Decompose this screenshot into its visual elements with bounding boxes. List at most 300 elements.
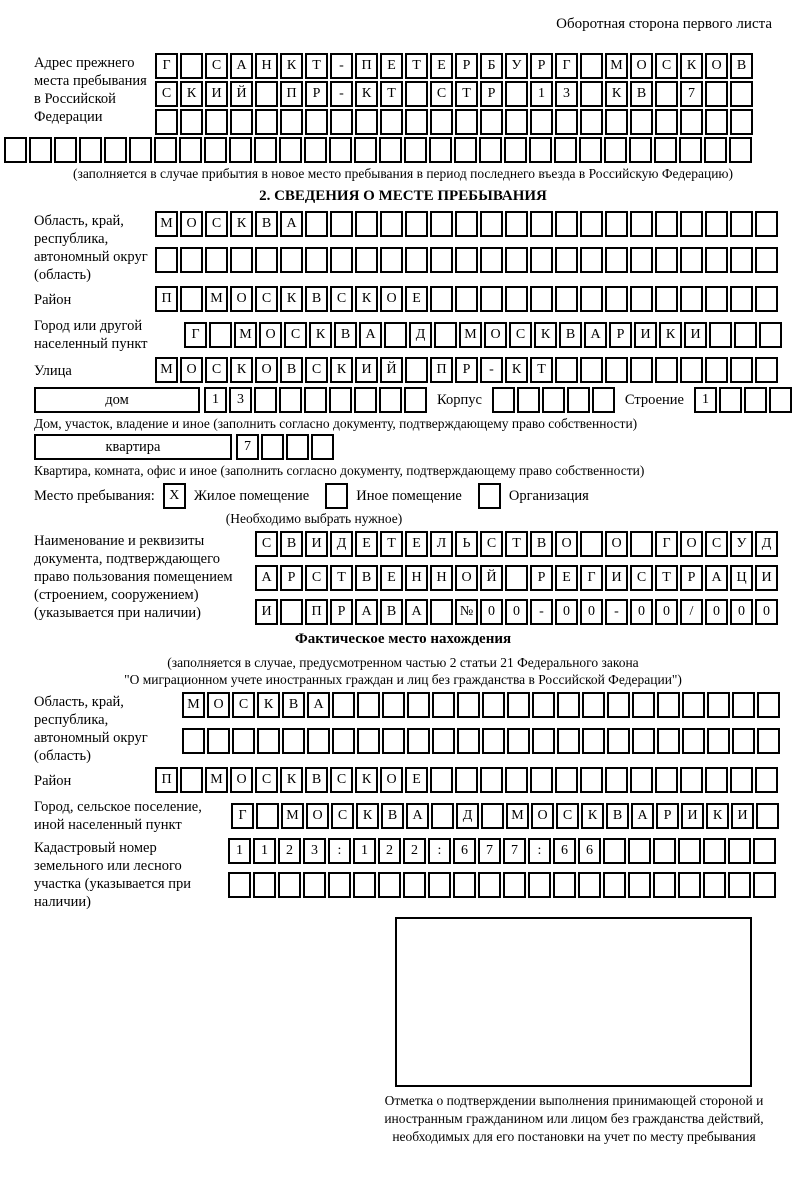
char-cell[interactable] [555, 211, 578, 237]
char-cell[interactable] [530, 767, 553, 793]
char-cell[interactable] [330, 109, 353, 135]
char-cell[interactable]: С [480, 531, 503, 557]
char-cell[interactable]: С [705, 531, 728, 557]
char-cell[interactable]: С [430, 81, 453, 107]
char-cell[interactable] [655, 211, 678, 237]
char-cell[interactable] [704, 137, 727, 163]
char-cell[interactable]: В [630, 81, 653, 107]
char-cell[interactable]: А [631, 803, 654, 829]
char-cell[interactable] [492, 387, 515, 413]
char-cell[interactable]: П [305, 599, 328, 625]
char-cell[interactable]: - [480, 357, 503, 383]
char-cell[interactable] [679, 137, 702, 163]
char-cell[interactable]: Т [455, 81, 478, 107]
stay-type-checkbox-organization[interactable] [478, 483, 501, 509]
char-cell[interactable]: Е [405, 531, 428, 557]
char-cell[interactable] [255, 81, 278, 107]
char-cell[interactable] [505, 81, 528, 107]
char-cell[interactable]: М [234, 322, 257, 348]
char-cell[interactable]: К [180, 81, 203, 107]
char-cell[interactable]: 6 [578, 838, 601, 864]
char-cell[interactable] [630, 211, 653, 237]
char-cell[interactable] [557, 728, 580, 754]
char-cell[interactable] [555, 109, 578, 135]
char-cell[interactable]: О [455, 565, 478, 591]
char-cell[interactable] [607, 692, 630, 718]
char-cell[interactable] [431, 803, 454, 829]
char-cell[interactable]: 7 [478, 838, 501, 864]
stay-type-checkbox-residential[interactable] [163, 483, 186, 509]
char-cell[interactable] [759, 322, 782, 348]
char-cell[interactable] [405, 109, 428, 135]
char-cell[interactable] [430, 767, 453, 793]
char-cell[interactable]: Р [530, 565, 553, 591]
char-cell[interactable]: Р [280, 565, 303, 591]
char-cell[interactable] [378, 872, 401, 898]
char-cell[interactable]: А [359, 322, 382, 348]
char-cell[interactable] [256, 803, 279, 829]
char-cell[interactable] [580, 53, 603, 79]
char-cell[interactable]: К [356, 803, 379, 829]
char-cell[interactable]: А [230, 53, 253, 79]
char-cell[interactable] [532, 728, 555, 754]
char-cell[interactable] [54, 137, 77, 163]
char-cell[interactable] [705, 357, 728, 383]
char-cell[interactable] [209, 322, 232, 348]
char-cell[interactable]: К [581, 803, 604, 829]
char-cell[interactable]: К [257, 692, 280, 718]
char-cell[interactable]: 1 [228, 838, 251, 864]
char-cell[interactable] [680, 357, 703, 383]
char-cell[interactable] [479, 137, 502, 163]
char-cell[interactable] [353, 872, 376, 898]
char-cell[interactable]: 2 [278, 838, 301, 864]
char-cell[interactable] [403, 872, 426, 898]
char-cell[interactable]: К [534, 322, 557, 348]
char-cell[interactable]: О [255, 357, 278, 383]
char-cell[interactable]: Д [409, 322, 432, 348]
char-cell[interactable] [555, 767, 578, 793]
char-cell[interactable]: 0 [480, 599, 503, 625]
char-cell[interactable] [379, 387, 402, 413]
char-cell[interactable] [655, 767, 678, 793]
char-cell[interactable]: О [705, 53, 728, 79]
char-cell[interactable] [305, 247, 328, 273]
char-cell[interactable]: И [634, 322, 657, 348]
char-cell[interactable] [454, 137, 477, 163]
char-cell[interactable]: Й [480, 565, 503, 591]
char-cell[interactable]: О [259, 322, 282, 348]
char-cell[interactable] [180, 286, 203, 312]
char-cell[interactable] [578, 872, 601, 898]
char-cell[interactable] [329, 137, 352, 163]
char-cell[interactable] [432, 692, 455, 718]
char-cell[interactable]: М [155, 211, 178, 237]
char-cell[interactable] [603, 872, 626, 898]
char-cell[interactable]: И [681, 803, 704, 829]
char-cell[interactable]: 0 [505, 599, 528, 625]
char-cell[interactable] [478, 483, 501, 509]
char-cell[interactable] [530, 109, 553, 135]
char-cell[interactable]: Е [555, 565, 578, 591]
char-cell[interactable] [532, 692, 555, 718]
char-cell[interactable]: 1 [204, 387, 227, 413]
char-cell[interactable]: - [530, 599, 553, 625]
char-cell[interactable] [430, 211, 453, 237]
char-cell[interactable]: М [281, 803, 304, 829]
char-cell[interactable] [305, 211, 328, 237]
char-cell[interactable] [457, 728, 480, 754]
char-cell[interactable]: 2 [378, 838, 401, 864]
char-cell[interactable]: Е [430, 53, 453, 79]
char-cell[interactable]: В [381, 803, 404, 829]
char-cell[interactable] [380, 247, 403, 273]
char-cell[interactable] [505, 767, 528, 793]
char-cell[interactable]: 3 [555, 81, 578, 107]
char-cell[interactable] [129, 137, 152, 163]
char-cell[interactable]: В [530, 531, 553, 557]
char-cell[interactable]: Р [656, 803, 679, 829]
char-cell[interactable]: К [309, 322, 332, 348]
char-cell[interactable] [734, 322, 757, 348]
char-cell[interactable]: К [355, 286, 378, 312]
char-cell[interactable]: Т [530, 357, 553, 383]
char-cell[interactable] [253, 872, 276, 898]
char-cell[interactable]: К [330, 357, 353, 383]
char-cell[interactable] [480, 211, 503, 237]
char-cell[interactable]: Д [330, 531, 353, 557]
char-cell[interactable]: 0 [705, 599, 728, 625]
char-cell[interactable] [555, 357, 578, 383]
char-cell[interactable]: А [705, 565, 728, 591]
char-cell[interactable]: В [730, 53, 753, 79]
char-cell[interactable] [429, 137, 452, 163]
char-cell[interactable] [603, 838, 626, 864]
char-cell[interactable]: Р [680, 565, 703, 591]
char-cell[interactable]: В [305, 767, 328, 793]
char-cell[interactable] [311, 434, 334, 460]
char-cell[interactable]: О [605, 531, 628, 557]
char-cell[interactable] [304, 387, 327, 413]
char-cell[interactable] [730, 109, 753, 135]
char-cell[interactable] [653, 838, 676, 864]
char-cell[interactable] [632, 728, 655, 754]
char-cell[interactable] [655, 357, 678, 383]
char-cell[interactable] [580, 767, 603, 793]
char-cell[interactable] [579, 137, 602, 163]
char-cell[interactable]: О [380, 767, 403, 793]
char-cell[interactable]: Г [655, 531, 678, 557]
char-cell[interactable]: № [455, 599, 478, 625]
char-cell[interactable] [180, 53, 203, 79]
char-cell[interactable]: Р [330, 599, 353, 625]
char-cell[interactable] [655, 109, 678, 135]
char-cell[interactable] [680, 211, 703, 237]
char-cell[interactable] [628, 872, 651, 898]
char-cell[interactable]: 7 [503, 838, 526, 864]
char-cell[interactable] [732, 728, 755, 754]
char-cell[interactable] [657, 692, 680, 718]
char-cell[interactable] [678, 872, 701, 898]
char-cell[interactable]: М [459, 322, 482, 348]
char-cell[interactable] [580, 81, 603, 107]
char-cell[interactable]: С [255, 286, 278, 312]
char-cell[interactable] [405, 211, 428, 237]
char-cell[interactable] [257, 728, 280, 754]
char-cell[interactable] [482, 728, 505, 754]
char-cell[interactable] [580, 109, 603, 135]
char-cell[interactable] [280, 247, 303, 273]
char-cell[interactable] [580, 357, 603, 383]
char-cell[interactable]: О [680, 531, 703, 557]
char-cell[interactable] [755, 286, 778, 312]
char-cell[interactable]: С [305, 565, 328, 591]
char-cell[interactable]: Д [456, 803, 479, 829]
char-cell[interactable]: Р [480, 81, 503, 107]
char-cell[interactable] [29, 137, 52, 163]
char-cell[interactable] [582, 728, 605, 754]
char-cell[interactable] [303, 872, 326, 898]
char-cell[interactable]: О [380, 286, 403, 312]
char-cell[interactable] [529, 137, 552, 163]
char-cell[interactable]: П [280, 81, 303, 107]
char-cell[interactable] [332, 728, 355, 754]
char-cell[interactable] [332, 692, 355, 718]
char-cell[interactable] [405, 357, 428, 383]
char-cell[interactable] [307, 728, 330, 754]
char-cell[interactable] [505, 211, 528, 237]
char-cell[interactable] [630, 247, 653, 273]
char-cell[interactable] [680, 767, 703, 793]
char-cell[interactable] [407, 692, 430, 718]
char-cell[interactable]: К [280, 767, 303, 793]
char-cell[interactable] [680, 109, 703, 135]
char-cell[interactable] [678, 838, 701, 864]
stay-type-checkbox-other[interactable] [325, 483, 348, 509]
char-cell[interactable] [554, 137, 577, 163]
char-cell[interactable] [482, 692, 505, 718]
char-cell[interactable] [155, 109, 178, 135]
char-cell[interactable]: / [680, 599, 703, 625]
char-cell[interactable] [379, 137, 402, 163]
char-cell[interactable]: В [282, 692, 305, 718]
char-cell[interactable]: С [655, 53, 678, 79]
char-cell[interactable] [703, 872, 726, 898]
char-cell[interactable] [630, 357, 653, 383]
char-cell[interactable] [480, 286, 503, 312]
char-cell[interactable] [730, 211, 753, 237]
char-cell[interactable]: С [630, 565, 653, 591]
char-cell[interactable]: К [230, 357, 253, 383]
char-cell[interactable] [279, 387, 302, 413]
char-cell[interactable]: С [330, 767, 353, 793]
char-cell[interactable]: Р [455, 53, 478, 79]
char-cell[interactable]: А [307, 692, 330, 718]
char-cell[interactable] [503, 872, 526, 898]
char-cell[interactable]: В [255, 211, 278, 237]
char-cell[interactable] [756, 803, 779, 829]
char-cell[interactable]: А [406, 803, 429, 829]
char-cell[interactable]: Г [155, 53, 178, 79]
char-cell[interactable] [4, 137, 27, 163]
char-cell[interactable]: 0 [580, 599, 603, 625]
char-cell[interactable]: 1 [530, 81, 553, 107]
char-cell[interactable]: О [230, 286, 253, 312]
char-cell[interactable] [357, 728, 380, 754]
char-cell[interactable]: В [280, 357, 303, 383]
char-cell[interactable]: А [255, 565, 278, 591]
char-cell[interactable] [592, 387, 615, 413]
char-cell[interactable]: Г [184, 322, 207, 348]
char-cell[interactable] [180, 767, 203, 793]
char-cell[interactable]: 6 [453, 838, 476, 864]
char-cell[interactable] [405, 81, 428, 107]
char-cell[interactable] [432, 728, 455, 754]
char-cell[interactable] [430, 599, 453, 625]
char-cell[interactable]: О [531, 803, 554, 829]
char-cell[interactable]: 7 [680, 81, 703, 107]
char-cell[interactable]: В [334, 322, 357, 348]
char-cell[interactable]: Т [330, 565, 353, 591]
char-cell[interactable] [630, 531, 653, 557]
char-cell[interactable] [705, 767, 728, 793]
char-cell[interactable] [744, 387, 767, 413]
char-cell[interactable] [180, 247, 203, 273]
char-cell[interactable] [357, 692, 380, 718]
char-cell[interactable] [655, 286, 678, 312]
char-cell[interactable]: Е [355, 531, 378, 557]
char-cell[interactable] [204, 137, 227, 163]
char-cell[interactable]: М [205, 286, 228, 312]
char-cell[interactable]: В [355, 565, 378, 591]
char-cell[interactable]: И [755, 565, 778, 591]
char-cell[interactable] [757, 692, 780, 718]
char-cell[interactable] [430, 109, 453, 135]
char-cell[interactable]: Р [530, 53, 553, 79]
char-cell[interactable] [355, 211, 378, 237]
char-cell[interactable] [254, 137, 277, 163]
char-cell[interactable]: 0 [655, 599, 678, 625]
char-cell[interactable]: К [355, 81, 378, 107]
char-cell[interactable] [305, 109, 328, 135]
char-cell[interactable]: Н [430, 565, 453, 591]
char-cell[interactable]: П [155, 767, 178, 793]
char-cell[interactable] [304, 137, 327, 163]
char-cell[interactable] [328, 872, 351, 898]
char-cell[interactable]: С [284, 322, 307, 348]
char-cell[interactable]: М [506, 803, 529, 829]
char-cell[interactable]: И [605, 565, 628, 591]
char-cell[interactable]: С [305, 357, 328, 383]
char-cell[interactable] [404, 137, 427, 163]
char-cell[interactable] [530, 286, 553, 312]
char-cell[interactable] [254, 387, 277, 413]
char-cell[interactable] [703, 838, 726, 864]
char-cell[interactable] [382, 728, 405, 754]
char-cell[interactable]: У [730, 531, 753, 557]
char-cell[interactable] [329, 387, 352, 413]
char-cell[interactable] [380, 109, 403, 135]
char-cell[interactable]: 2 [403, 838, 426, 864]
char-cell[interactable] [567, 387, 590, 413]
char-cell[interactable] [280, 599, 303, 625]
char-cell[interactable] [507, 728, 530, 754]
char-cell[interactable]: 0 [755, 599, 778, 625]
char-cell[interactable]: К [659, 322, 682, 348]
char-cell[interactable] [542, 387, 565, 413]
char-cell[interactable] [705, 109, 728, 135]
char-cell[interactable] [481, 803, 504, 829]
char-cell[interactable]: С [331, 803, 354, 829]
char-cell[interactable] [279, 137, 302, 163]
char-cell[interactable] [384, 322, 407, 348]
char-cell[interactable] [605, 211, 628, 237]
char-cell[interactable] [355, 247, 378, 273]
char-cell[interactable] [680, 286, 703, 312]
char-cell[interactable]: Н [255, 53, 278, 79]
char-cell[interactable] [404, 387, 427, 413]
char-cell[interactable]: А [280, 211, 303, 237]
char-cell[interactable] [630, 286, 653, 312]
char-cell[interactable]: М [605, 53, 628, 79]
char-cell[interactable] [434, 322, 457, 348]
char-cell[interactable] [428, 872, 451, 898]
char-cell[interactable] [632, 692, 655, 718]
char-cell[interactable]: 0 [630, 599, 653, 625]
char-cell[interactable]: Т [505, 531, 528, 557]
char-cell[interactable] [628, 838, 651, 864]
char-cell[interactable] [653, 872, 676, 898]
char-cell[interactable]: В [559, 322, 582, 348]
char-cell[interactable]: И [355, 357, 378, 383]
char-cell[interactable] [730, 247, 753, 273]
char-cell[interactable]: 1 [353, 838, 376, 864]
char-cell[interactable]: М [155, 357, 178, 383]
char-cell[interactable] [680, 247, 703, 273]
char-cell[interactable]: С [155, 81, 178, 107]
char-cell[interactable] [286, 434, 309, 460]
char-cell[interactable] [582, 692, 605, 718]
char-cell[interactable] [230, 247, 253, 273]
char-cell[interactable] [455, 767, 478, 793]
char-cell[interactable] [330, 211, 353, 237]
char-cell[interactable] [555, 247, 578, 273]
char-cell[interactable]: Б [480, 53, 503, 79]
char-cell[interactable] [480, 247, 503, 273]
char-cell[interactable] [280, 109, 303, 135]
char-cell[interactable] [753, 838, 776, 864]
char-cell[interactable] [604, 137, 627, 163]
char-cell[interactable]: Й [380, 357, 403, 383]
char-cell[interactable] [179, 137, 202, 163]
char-cell[interactable]: К [280, 53, 303, 79]
char-cell[interactable]: К [706, 803, 729, 829]
char-cell[interactable] [732, 692, 755, 718]
char-cell[interactable]: Н [405, 565, 428, 591]
char-cell[interactable]: У [505, 53, 528, 79]
char-cell[interactable]: 3 [229, 387, 252, 413]
char-cell[interactable]: К [605, 81, 628, 107]
char-cell[interactable]: Р [455, 357, 478, 383]
char-cell[interactable] [755, 211, 778, 237]
char-cell[interactable] [755, 357, 778, 383]
char-cell[interactable]: Т [405, 53, 428, 79]
char-cell[interactable] [757, 728, 780, 754]
char-cell[interactable] [655, 81, 678, 107]
char-cell[interactable]: Р [305, 81, 328, 107]
char-cell[interactable] [505, 565, 528, 591]
char-cell[interactable] [505, 109, 528, 135]
